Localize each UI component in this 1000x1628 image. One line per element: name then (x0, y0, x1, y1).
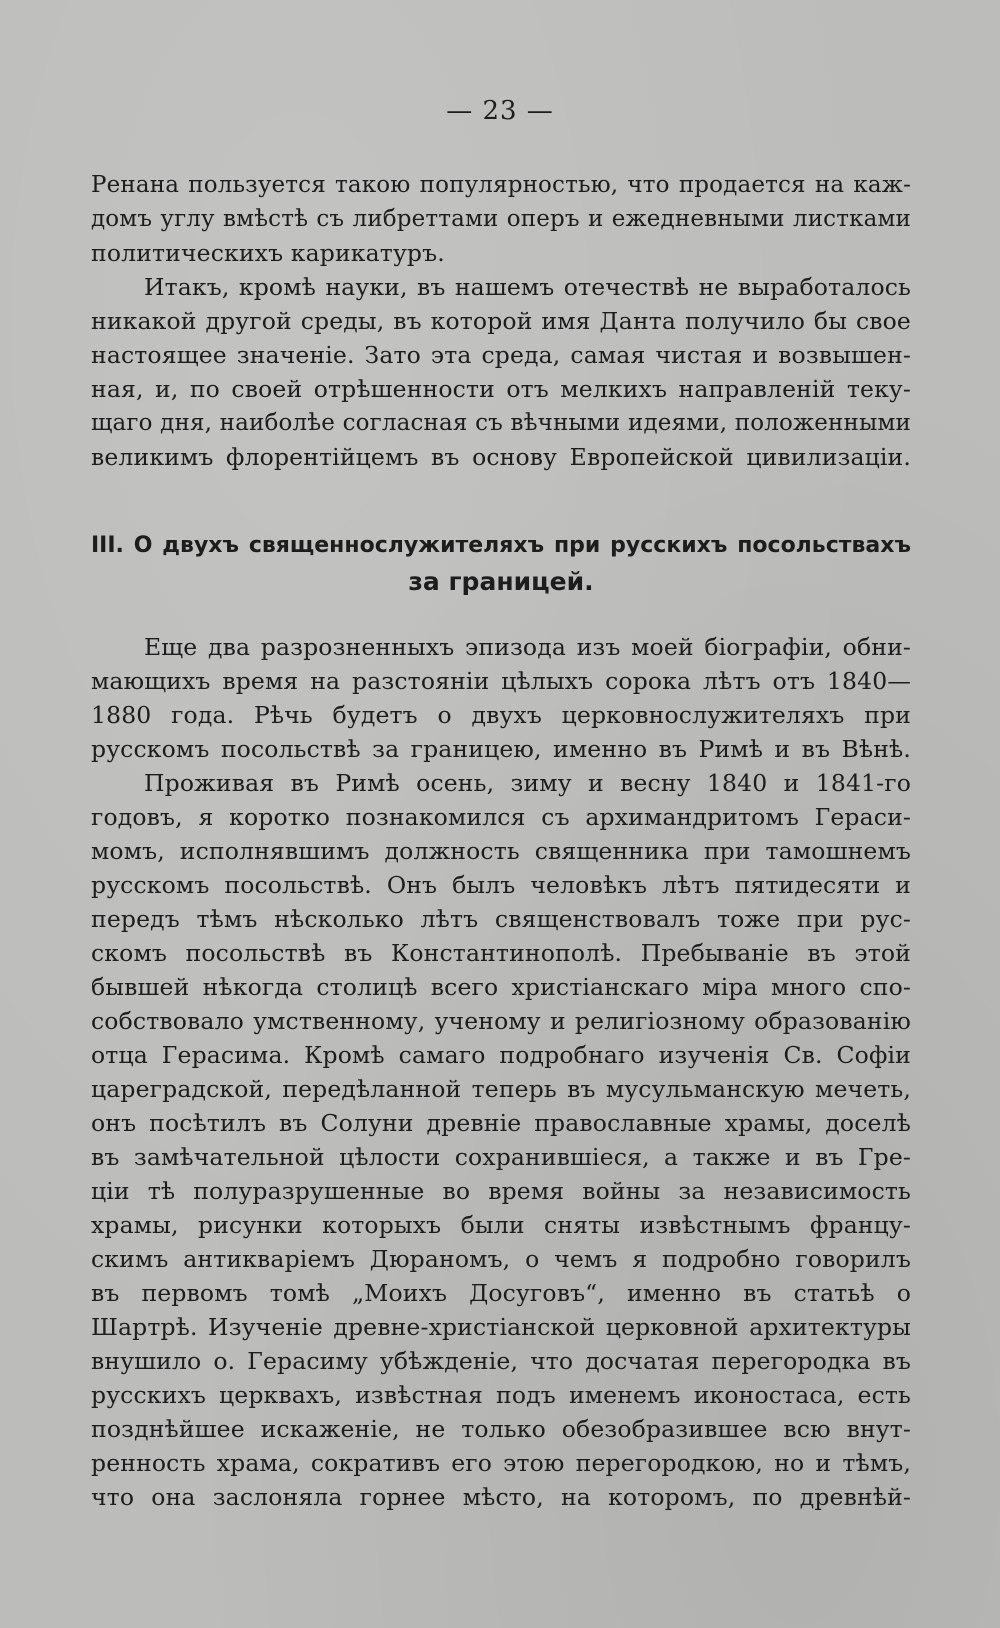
text-line: онъ посѣтилъ въ Солуни древніе православные храмы, доселѣ (91, 1109, 911, 1137)
section-heading-line-2: за границей. (408, 567, 594, 596)
text-line: въ первомъ томѣ „Моихъ Досуговъ“, именно въ статьѣ о (91, 1279, 911, 1307)
text-line: русскомъ посольствѣ за границею, именно въ Римѣ и въ Вѣнѣ. (91, 735, 911, 763)
text-line: политическихъ карикатуръ. (91, 239, 445, 267)
text-line: скимъ антикваріемъ Дюраномъ, о чемъ я подробно говорилъ (91, 1245, 911, 1273)
text-line: отца Герасима. Кромѣ самаго подробнаго изученія Св. Софіи (91, 1041, 911, 1069)
text-line: позднѣйшее искаженіе, не только обезобразившее всю внут- (91, 1415, 911, 1443)
text-line: годовъ, я коротко познакомился съ архимандритомъ Гераси- (91, 803, 911, 831)
text-line: никакой другой среды, въ которой имя Данта получило бы свое (91, 307, 911, 335)
text-line: цареградской, передѣланной теперь въ мусульманскую мечеть, (91, 1075, 911, 1103)
text-line: бывшей нѣкогда столицѣ всего христіанскаго міра много спо- (91, 973, 911, 1001)
text-line: храмы, рисунки которыхъ были сняты извѣстнымъ францу- (91, 1211, 911, 1239)
text-line: мающихъ время на разстояніи цѣлыхъ сорока лѣтъ отъ 1840— (91, 667, 911, 695)
text-line: 1880 года. Рѣчь будетъ о двухъ церковнослужителяхъ при (91, 701, 911, 729)
section-heading-line-1: III. О двухъ священнослужителяхъ при русскихъ посольствахъ (91, 533, 911, 558)
text-line: что она заслоняла горнее мѣсто, на которомъ, по древнѣй- (91, 1483, 911, 1511)
text-line: собствовало умственному, ученому и религіозному образованію (91, 1007, 911, 1035)
text-line: Проживая въ Римѣ осень, зиму и весну 1840 и 1841-го (144, 769, 911, 797)
text-line: Шартрѣ. Изученіе древне-христіанской церковной архитектуры (91, 1313, 911, 1341)
text-line: внушило о. Герасиму убѣжденіе, что досчатая перегородка въ (91, 1347, 911, 1375)
text-line: момъ, исполнявшимъ должность священника при тамошнемъ (91, 837, 911, 865)
text-line: щаго дня, наиболѣе согласная съ вѣчными идеями, положенными (91, 410, 911, 436)
text-line: Ренана пользуется такою популярностью, что продается на каж- (91, 172, 911, 198)
text-line: домъ углу вмѣстѣ съ либреттами оперъ и ежедневными листками (91, 206, 911, 232)
text-line: ціи тѣ полуразрушенные во время войны за независимость (91, 1177, 911, 1205)
text-line: великимъ флорентійцемъ въ основу Европейской цивилизаціи. (91, 443, 911, 471)
text-line: русскомъ посольствѣ. Онъ былъ человѣкъ лѣтъ пятидесяти и (91, 871, 911, 899)
text-line: въ замѣчательной цѣлости сохранившіеся, а также и въ Гре- (91, 1143, 911, 1171)
text-line: передъ тѣмъ нѣсколько лѣтъ священствовалъ тоже при рус- (91, 905, 911, 933)
text-line: Итакъ, кромѣ науки, въ нашемъ отечествѣ не выработалось (144, 273, 911, 301)
text-line: русскихъ церквахъ, извѣстная подъ именемъ иконостаса, есть (91, 1381, 911, 1409)
text-line: скомъ посольствѣ въ Константинополѣ. Пребываніе въ этой (91, 939, 911, 967)
text-line: ная, и, по своей отрѣшенности отъ мелкихъ направленій теку- (91, 375, 911, 403)
text-line: ренность храма, сокративъ его этою перегородкою, но и тѣмъ, (91, 1449, 911, 1477)
text-line: настоящее значеніе. Зато эта среда, самая чистая и возвышен- (91, 341, 911, 369)
page-number: — 23 — (446, 96, 554, 126)
text-line: Еще два разрозненныхъ эпизода изъ моей біографіи, обни- (144, 633, 911, 661)
